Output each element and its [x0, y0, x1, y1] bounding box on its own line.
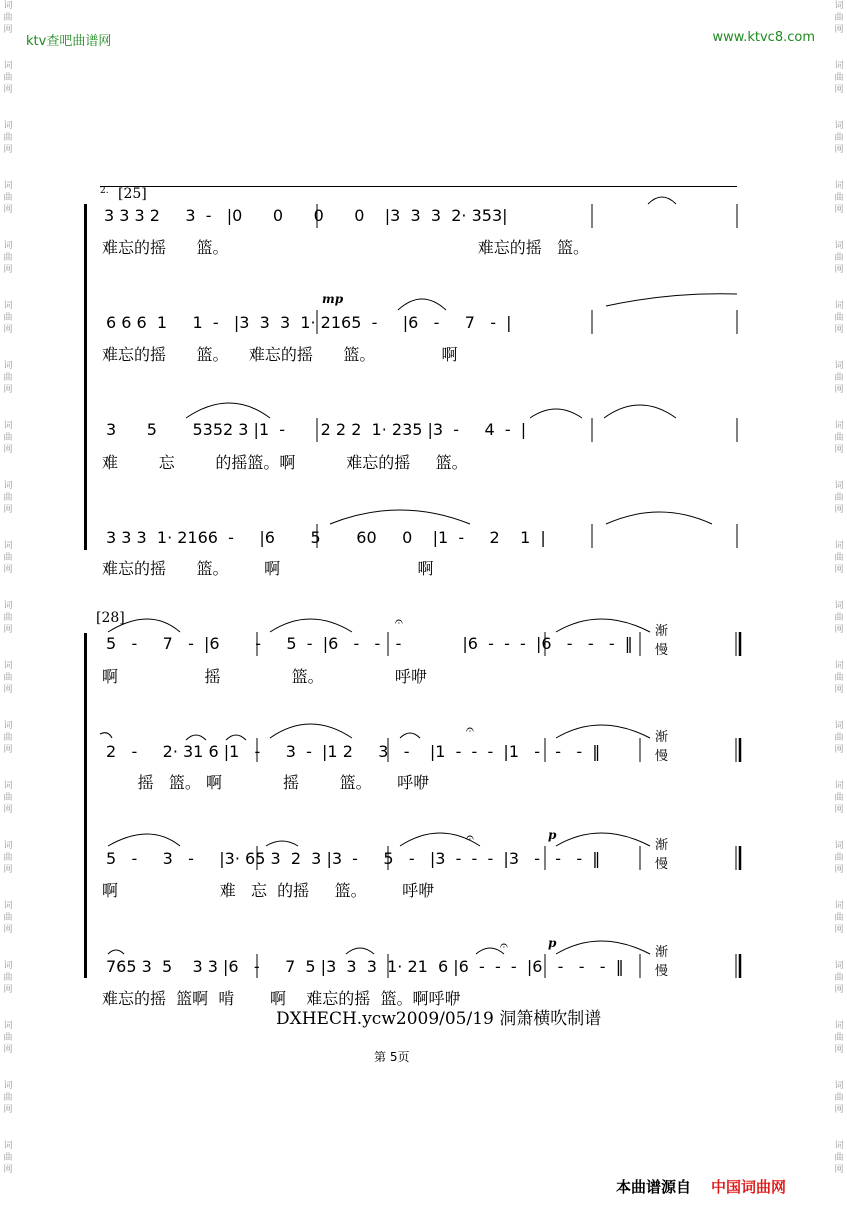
- slur-arc: [270, 619, 352, 632]
- ritardando-label: 渐慢: [655, 945, 669, 979]
- watermark-char: 词: [834, 421, 844, 431]
- watermark-char: 词: [3, 361, 13, 371]
- watermark-group: [0, 240, 16, 300]
- watermark-char: 曲: [3, 733, 13, 743]
- ritardando-label: 渐慢: [655, 624, 669, 658]
- score-credit: DXHECH.ycw2009/05/19 洞箫横吹制谱: [276, 1009, 602, 1029]
- watermark-char: 网: [3, 805, 13, 815]
- watermark-char: 网: [3, 385, 13, 395]
- ritardando-label: 渐慢: [655, 838, 669, 872]
- watermark-group: [0, 360, 16, 420]
- watermark-char: 词: [3, 541, 13, 551]
- dynamic-p: p: [548, 936, 557, 950]
- watermark-char: 网: [3, 1165, 13, 1175]
- watermark-char: 曲: [3, 373, 13, 383]
- watermark-group: [0, 1140, 16, 1200]
- watermark-char: 词: [3, 781, 13, 791]
- watermark-char: 词: [834, 301, 844, 311]
- watermark-char: 网: [3, 745, 13, 755]
- score-top-line: [100, 186, 737, 187]
- watermark-char: 词: [834, 781, 844, 791]
- watermark-char: 网: [3, 865, 13, 875]
- lyrics-line: 难忘的摇 篮。 难忘的摇 篮。 啊: [102, 345, 458, 364]
- slur-arc: [604, 405, 676, 418]
- watermark-char: 曲: [834, 793, 844, 803]
- watermark-char: 词: [3, 61, 13, 71]
- notation-line: 3 3 3 1· 2166 - |6 5 60 0 |1 - 2 1 |: [106, 528, 546, 547]
- slur-arc: [556, 941, 650, 954]
- watermark-char: 词: [834, 121, 844, 131]
- watermark-group: [831, 360, 847, 420]
- watermark-group: [0, 120, 16, 180]
- watermark-char: 词: [3, 421, 13, 431]
- watermark-group: [0, 480, 16, 540]
- watermark-char: 曲: [3, 973, 13, 983]
- watermark-char: 曲: [3, 433, 13, 443]
- watermark-char: 曲: [3, 493, 13, 503]
- watermark-char: 曲: [834, 73, 844, 83]
- watermark-char: 网: [3, 1105, 13, 1115]
- fermata-sign: 𝄐: [466, 830, 474, 846]
- watermark-char: 词: [3, 241, 13, 251]
- source-attribution: [616, 1176, 786, 1197]
- slur-arc: [556, 619, 650, 632]
- watermark-char: 曲: [3, 1093, 13, 1103]
- lyrics-line: 摇 篮。 啊 摇 篮。 呼咿: [102, 773, 430, 792]
- watermark-char: 曲: [834, 133, 844, 143]
- watermark-char: 曲: [3, 13, 13, 23]
- watermark-char: 词: [3, 121, 13, 131]
- lyrics-line: 难忘的摇 篮。 啊 啊: [102, 559, 434, 578]
- watermark-group: [0, 660, 16, 720]
- notation-line: 5 - 3 - |3· 65 3 2 3 |3 - 5 - |3 - - - |3 - - - ‖: [106, 849, 601, 868]
- watermark-char: 网: [834, 565, 844, 575]
- watermark-char: 网: [3, 145, 13, 155]
- slur-arc: [606, 294, 737, 306]
- volta-mark: 2.: [100, 186, 109, 196]
- watermark-char: 网: [834, 1105, 844, 1115]
- watermark-char: 网: [834, 85, 844, 95]
- watermark-char: 曲: [834, 193, 844, 203]
- slur-arc: [270, 724, 352, 738]
- lyrics-line: 啊 摇 篮。 呼咿: [102, 667, 427, 686]
- watermark-char: 词: [834, 841, 844, 851]
- watermark-group: [0, 540, 16, 600]
- watermark-char: 词: [834, 481, 844, 491]
- watermark-char: 网: [3, 85, 13, 95]
- watermark-char: 网: [834, 865, 844, 875]
- slur-arc: [226, 735, 246, 740]
- source-site-link[interactable]: 中国词曲网: [711, 1178, 787, 1196]
- watermark-char: 网: [834, 385, 844, 395]
- watermark-group: [831, 960, 847, 1020]
- watermark-group: [831, 840, 847, 900]
- watermark-char: 词: [834, 361, 844, 371]
- watermark-group: [831, 420, 847, 480]
- dynamic-p: p: [548, 828, 557, 842]
- watermark-group: [0, 600, 16, 660]
- slur-arc: [398, 299, 446, 310]
- ritardando-label: 渐慢: [655, 730, 669, 764]
- watermark-char: 词: [3, 1141, 13, 1151]
- watermark-char: 网: [834, 505, 844, 515]
- watermark-group: [831, 660, 847, 720]
- watermark-char: 网: [3, 205, 13, 215]
- watermark-char: 网: [3, 325, 13, 335]
- watermark-char: 曲: [3, 133, 13, 143]
- watermark-char: 曲: [834, 853, 844, 863]
- watermark-char: 曲: [3, 1153, 13, 1163]
- watermark-group: [0, 300, 16, 360]
- watermark-char: 曲: [834, 1153, 844, 1163]
- slur-arc: [108, 834, 180, 846]
- watermark-char: 曲: [834, 13, 844, 23]
- watermark-char: 词: [3, 901, 13, 911]
- watermark-group: [831, 120, 847, 180]
- watermark-char: 曲: [3, 553, 13, 563]
- watermark-char: 网: [3, 625, 13, 635]
- watermark-char: 曲: [3, 313, 13, 323]
- header-right-site[interactable]: www.ktvc8.com: [712, 30, 815, 45]
- watermark-group: [0, 420, 16, 480]
- notation-line: 3 5 5352 3 |1 - 2 2 2 1· 235 |3 - 4 - |: [106, 420, 527, 439]
- watermark-char: 网: [3, 25, 13, 35]
- watermark-group: [831, 480, 847, 540]
- watermark-char: 词: [834, 961, 844, 971]
- lyrics-line: 难忘的摇 篮。 难忘的摇 篮。: [102, 238, 589, 257]
- watermark-char: 词: [3, 1081, 13, 1091]
- fermata-sign: 𝄐: [395, 614, 403, 630]
- watermark-char: 网: [834, 325, 844, 335]
- slur-arc: [330, 510, 470, 524]
- watermark-char: 曲: [3, 913, 13, 923]
- watermark-char: 网: [834, 445, 844, 455]
- watermark-char: 曲: [834, 553, 844, 563]
- slur-arc: [186, 403, 270, 418]
- watermark-char: 词: [834, 1141, 844, 1151]
- watermark-group: [831, 1080, 847, 1140]
- watermark-char: 曲: [834, 733, 844, 743]
- watermark-char: 曲: [834, 1033, 844, 1043]
- watermark-group: [0, 60, 16, 120]
- watermark-char: 词: [834, 241, 844, 251]
- watermark-group: [831, 600, 847, 660]
- watermark-char: 曲: [834, 433, 844, 443]
- watermark-char: 曲: [3, 193, 13, 203]
- watermark-char: 网: [834, 265, 844, 275]
- watermark-char: 词: [834, 901, 844, 911]
- watermark-char: 词: [834, 1, 844, 11]
- watermark-group: [0, 780, 16, 840]
- right-watermark-column: [831, 0, 847, 1200]
- rehearsal-mark-28: [28]: [96, 610, 125, 626]
- slur-arc: [266, 841, 298, 846]
- watermark-char: 词: [3, 721, 13, 731]
- lyrics-line: 难 忘 的摇篮。啊 难忘的摇 篮。: [102, 453, 468, 472]
- slur-arc: [346, 948, 374, 954]
- watermark-char: 曲: [834, 613, 844, 623]
- watermark-group: [831, 0, 847, 60]
- watermark-char: 词: [3, 1, 13, 11]
- source-label: 本曲谱源自: [616, 1178, 692, 1196]
- watermark-char: 网: [834, 205, 844, 215]
- watermark-char: 网: [834, 925, 844, 935]
- left-watermark-column: [0, 0, 16, 1200]
- system-2-bracket: [84, 633, 87, 978]
- watermark-char: 词: [3, 1021, 13, 1031]
- lyrics-line: 难忘的摇 篮啊 啃 啊 难忘的摇 篮。啊呼咿: [102, 989, 461, 1008]
- watermark-char: 曲: [3, 853, 13, 863]
- slur-arc: [556, 725, 650, 738]
- notation-line: 5 - 7 - |6 - 5 - |6 - - - |6 - - - |6 - - - ‖: [106, 634, 633, 653]
- watermark-char: 词: [834, 1081, 844, 1091]
- notation-line: 3 3 3 2 3 - |0 0 0 0 |3 3 3 2· 353|: [104, 206, 508, 225]
- watermark-char: 网: [834, 1045, 844, 1055]
- watermark-char: 词: [834, 181, 844, 191]
- watermark-group: [0, 0, 16, 60]
- watermark-char: 曲: [3, 673, 13, 683]
- watermark-group: [0, 960, 16, 1020]
- watermark-char: 曲: [834, 493, 844, 503]
- watermark-group: [831, 240, 847, 300]
- watermark-char: 曲: [3, 73, 13, 83]
- slur-arc: [400, 733, 420, 738]
- watermark-char: 网: [834, 145, 844, 155]
- watermark-char: 网: [834, 985, 844, 995]
- watermark-char: 曲: [3, 613, 13, 623]
- slur-arc: [530, 409, 582, 418]
- watermark-char: 曲: [834, 973, 844, 983]
- notation-line: 6 6 6 1 1 - |3 3 3 1· 2165 - |6 - 7 - |: [106, 313, 512, 332]
- watermark-char: 词: [3, 481, 13, 491]
- watermark-group: [831, 900, 847, 960]
- rehearsal-mark-25: [25]: [118, 186, 147, 202]
- watermark-char: 网: [834, 25, 844, 35]
- watermark-char: 词: [834, 601, 844, 611]
- watermark-char: 词: [3, 601, 13, 611]
- watermark-char: 曲: [3, 253, 13, 263]
- watermark-group: [0, 900, 16, 960]
- dynamic-mp: mp: [322, 292, 344, 306]
- watermark-char: 网: [834, 625, 844, 635]
- watermark-group: [831, 1140, 847, 1200]
- watermark-group: [831, 540, 847, 600]
- slur-arc: [186, 735, 206, 740]
- watermark-group: [0, 1080, 16, 1140]
- watermark-group: [0, 180, 16, 240]
- watermark-group: [831, 1020, 847, 1080]
- watermark-char: 曲: [834, 253, 844, 263]
- watermark-char: 词: [834, 1021, 844, 1031]
- watermark-char: 网: [834, 1165, 844, 1175]
- watermark-char: 词: [834, 541, 844, 551]
- watermark-char: 词: [3, 181, 13, 191]
- system-1-bracket: [84, 204, 87, 550]
- watermark-char: 曲: [834, 913, 844, 923]
- watermark-char: 词: [3, 961, 13, 971]
- notation-line: 765 3 5 3 3 |6 - 7 5 |3 3 3 1· 21 6 |6 - - - |6 - - - ‖: [106, 957, 624, 976]
- watermark-group: [831, 180, 847, 240]
- watermark-char: 词: [834, 61, 844, 71]
- watermark-char: 网: [3, 985, 13, 995]
- watermark-char: 网: [3, 925, 13, 935]
- slur-arc: [100, 733, 112, 738]
- watermark-group: [831, 720, 847, 780]
- watermark-char: 词: [3, 301, 13, 311]
- watermark-group: [831, 300, 847, 360]
- header-left-site[interactable]: ktv查吧曲谱网: [26, 34, 112, 49]
- watermark-char: 网: [3, 565, 13, 575]
- watermark-char: 网: [3, 445, 13, 455]
- watermark-char: 网: [834, 805, 844, 815]
- watermark-char: 网: [834, 745, 844, 755]
- watermark-group: [831, 780, 847, 840]
- watermark-char: 曲: [3, 1033, 13, 1043]
- watermark-char: 词: [3, 841, 13, 851]
- watermark-char: 网: [3, 1045, 13, 1055]
- slur-arc: [648, 197, 676, 204]
- watermark-char: 词: [834, 661, 844, 671]
- watermark-char: 网: [834, 685, 844, 695]
- watermark-char: 网: [3, 685, 13, 695]
- watermark-char: 曲: [834, 673, 844, 683]
- watermark-group: [0, 720, 16, 780]
- watermark-char: 网: [3, 265, 13, 275]
- watermark-group: [831, 60, 847, 120]
- page-number: 第 5页: [374, 1050, 410, 1064]
- slur-arc: [108, 950, 124, 954]
- watermark-group: [0, 840, 16, 900]
- fermata-sign: 𝄐: [500, 938, 508, 954]
- watermark-group: [0, 1020, 16, 1080]
- notation-line: 2 - 2· 31 6 |1 - 3 - |1 2 3 - |1 - - - |1 - - - ‖: [106, 742, 601, 761]
- slur-arc: [556, 833, 650, 846]
- watermark-char: 曲: [834, 313, 844, 323]
- fermata-sign: 𝄐: [466, 722, 474, 738]
- watermark-char: 曲: [834, 373, 844, 383]
- watermark-char: 网: [3, 505, 13, 515]
- watermark-char: 曲: [3, 793, 13, 803]
- watermark-char: 曲: [834, 1093, 844, 1103]
- slur-arc: [606, 512, 712, 524]
- watermark-char: 词: [3, 661, 13, 671]
- watermark-char: 词: [834, 721, 844, 731]
- lyrics-line: 啊 难 忘 的摇 篮。 呼咿: [102, 881, 435, 900]
